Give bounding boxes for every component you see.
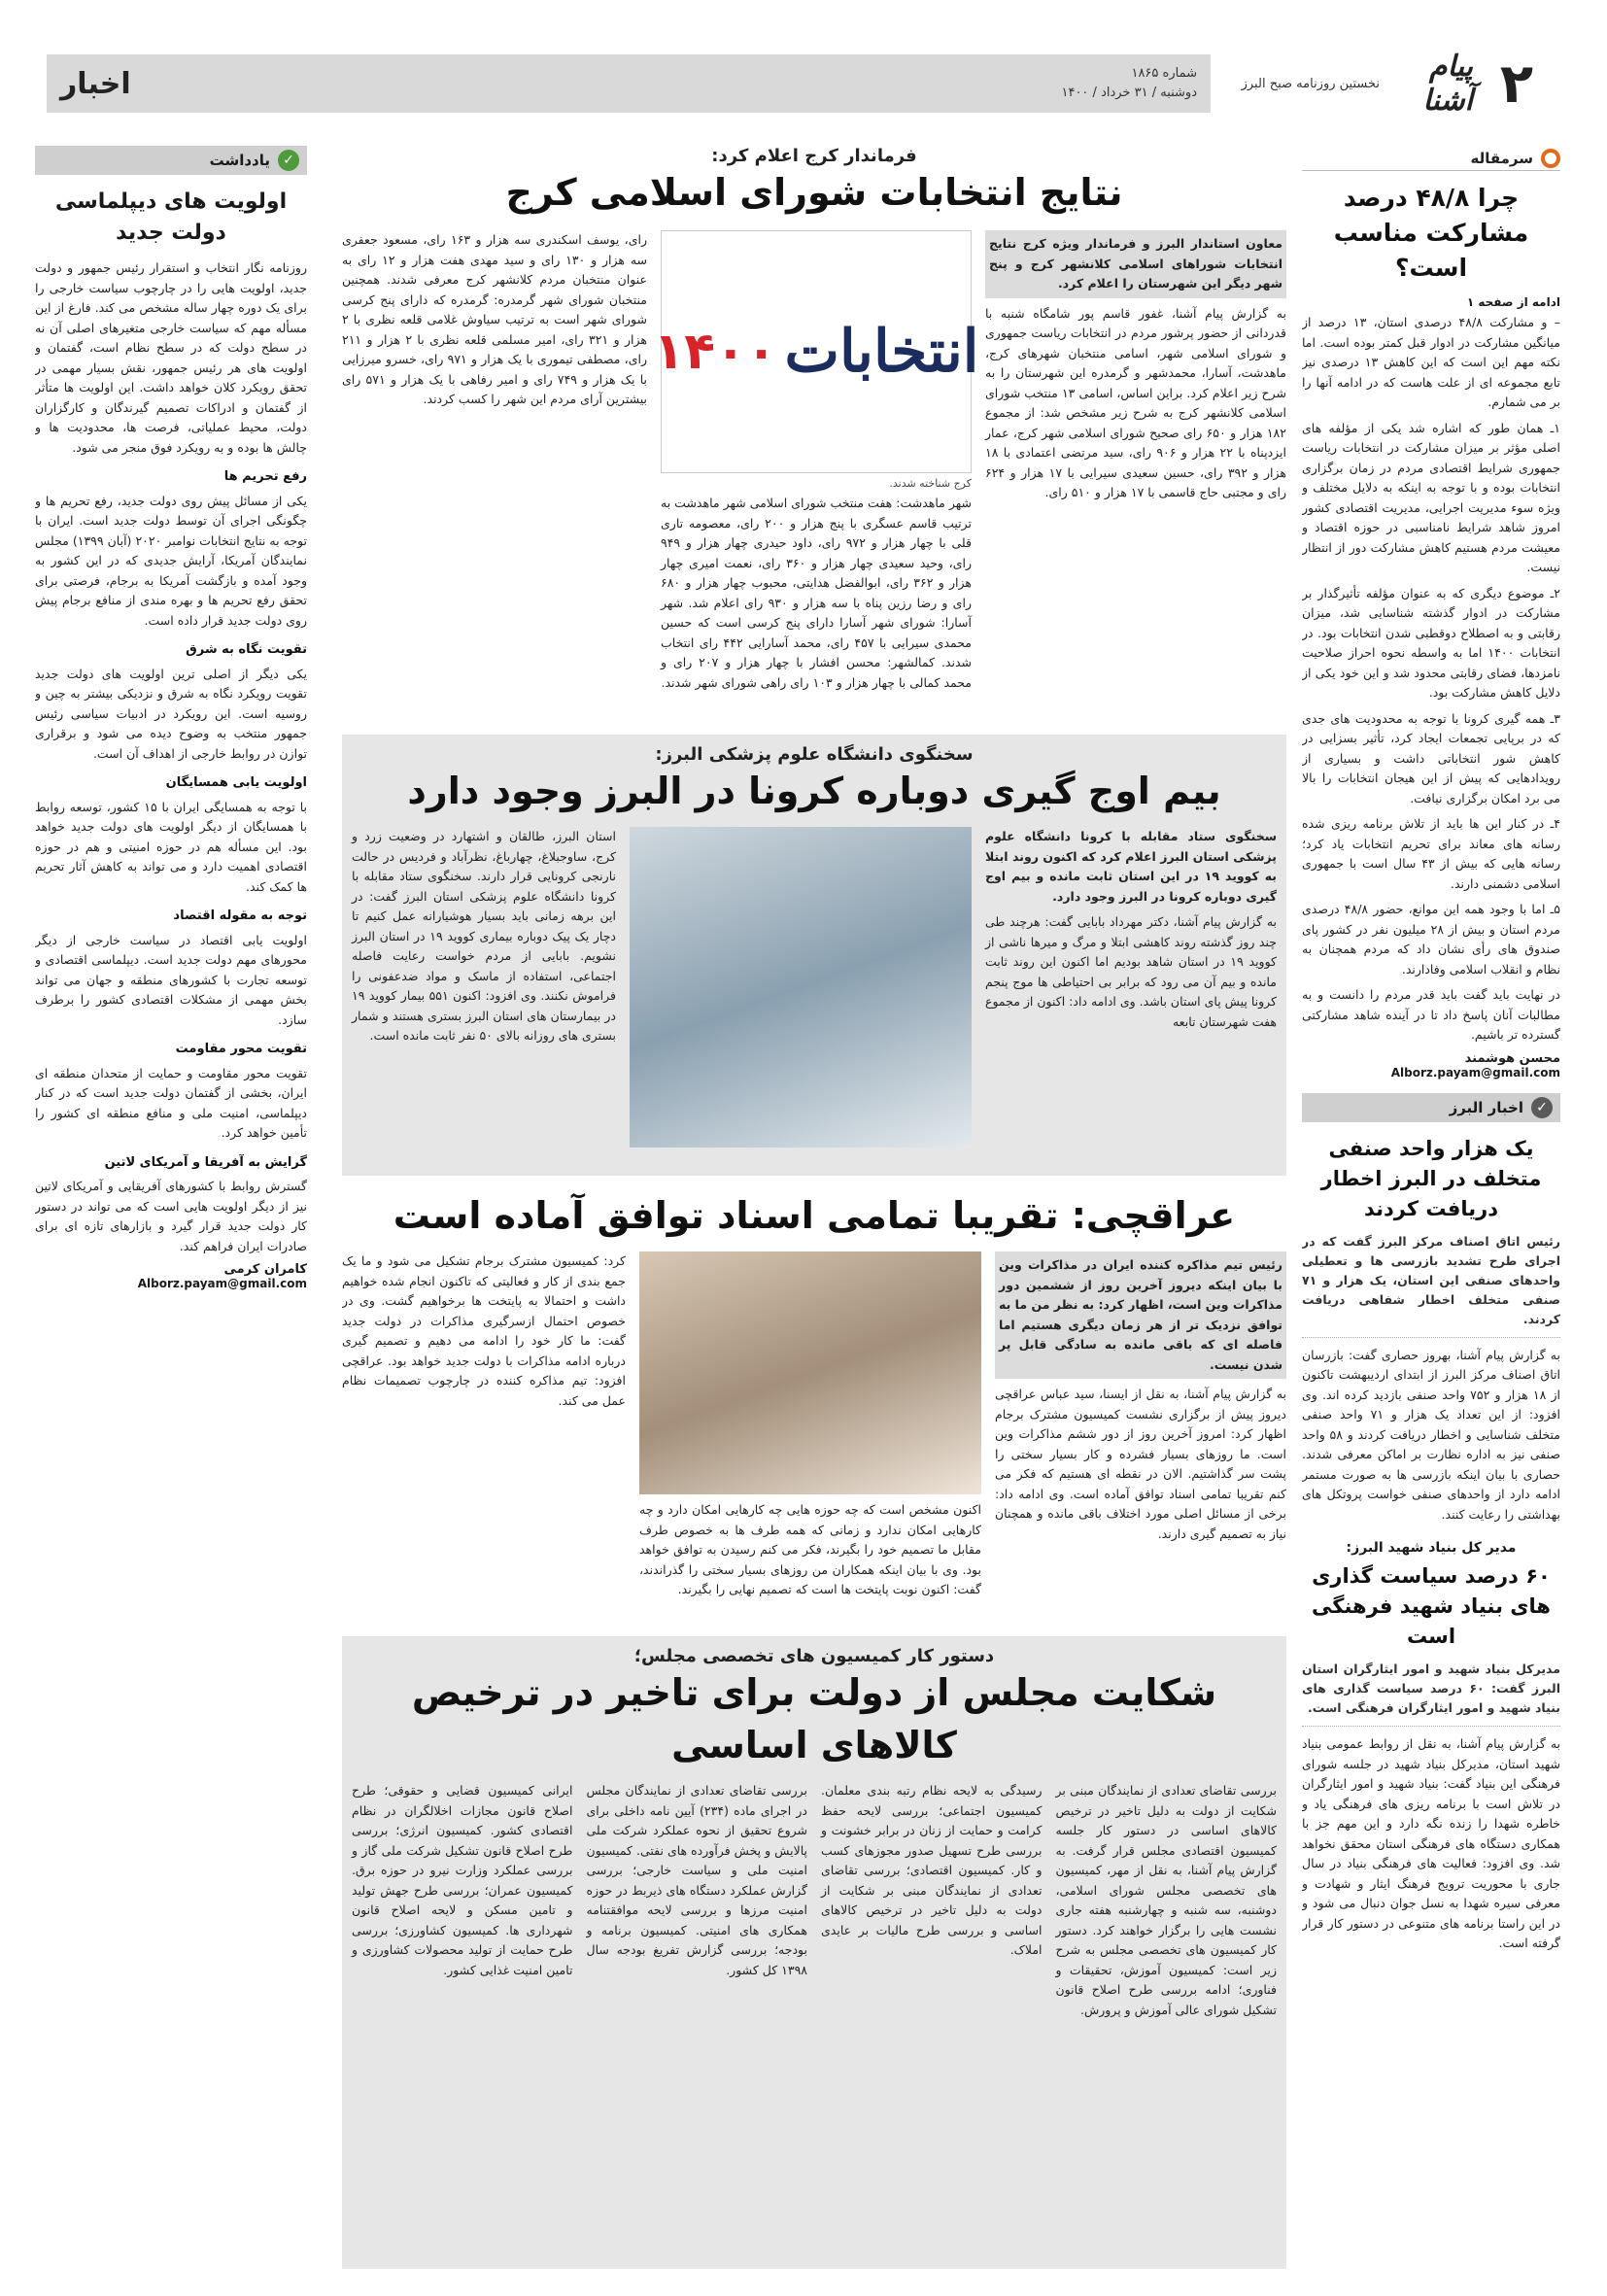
news-lead: رئیس اتاق اصناف مرکز البرز گفت که در اجرای طرح تشدید بازرسی ها و تعطیلی واحدهای صنفی این استان، یک هزار و ۷۱ صنفی متخلف اخطار شفاهی دریافت کردند. (1302, 1232, 1560, 1338)
continued-from: ادامه از صفحه ۱ (1466, 295, 1560, 309)
article-araghchi (342, 1189, 1286, 1627)
note-author: کامران کرمی (223, 1262, 307, 1277)
issue-date: دوشنبه / ۳۱ خرداد / ۱۴۰۰ (1061, 86, 1197, 100)
article-karaj-election (342, 146, 1286, 729)
article-col (342, 1251, 626, 1600)
news-icon: ✓ (1531, 1097, 1553, 1118)
article-text: کرد: کمیسیون مشترک برجام تشکیل می شود و ما یک جمع بندی از کار و فعالیتی که تاکنون انجام شده خواهیم داشت و احتمالا به پایتخت ها برخواهیم گشت. وی در خصوص احتمال ازسرگیری مذاکرات در دولت جدید گفت: ما کار خود را ادامه می دهیم و تصمیم گیری درباره ادامه مذاکرات با دولت جدید خواهد بود. عراقچی افزود: تیم مذاکره کننده در چارچوب تصمیمات نظام عمل می کند. (342, 1253, 626, 1408)
section-title: اخبار (60, 66, 131, 101)
editorial-body (1302, 313, 1560, 1045)
article-text: رسیدگی به لایحه نظام رتبه بندی معلمان. کمیسیون اجتماعی؛ بررسی لایحه حفظ کرامت و حمایت از زنان در برابر خشونت و بررسی طرح تسهیل صدور مجوزهای کسب و کار. کمیسیون اقتصادی؛ بررسی تقاضای تعدادی از نمایندگان مبنی بر شکایت از دولت به دلیل تاخیر در ترخیص کالاهای اساسی و بررسی طرح مالیات بر عایدی املاک. (821, 1783, 1043, 1957)
note-body (35, 258, 307, 1256)
editorial-column (1302, 146, 1560, 2269)
article-col (639, 1251, 981, 1600)
paragraph: یکی دیگر از اصلی ترین اولویت های دولت جدید تقویت رویکرد نگاه به شرق و نزدیکی بیشتر به چین و روسیه است. این رویکرد در ادبیات سیاسی رئیس جمهور منتخب به وضوح دیده می شود و برقراری توازن در روابط خارجی از اهداف آن است. (35, 666, 307, 761)
subheading: رفع تحریم ها (223, 469, 307, 484)
alborz-news-label-text: اخبار البرز (1449, 1098, 1523, 1116)
note-column (35, 146, 307, 2269)
article-text: بررسی تقاضای تعدادی از نمایندگان مجلس در اجرای ماده (۲۳۴) آیین نامه داخلی برای شروع تحقیق از نحوه عملکرد شرکت ملی پالایش و پخش فرآورده های نفتی. کمیسیون امنیت ملی و سیاست خارجی؛ بررسی گزارش عملکرد دستگاه های ذیربط در حوزه امنیت مرزها و بررسی لایحه موافقتنامه همکاری های امنیتی. کمیسیون برنامه و بودجه؛ بررسی گزارش تفریغ بودجه سال ۱۳۹۸ کل کشور. (586, 1783, 807, 1977)
article-headline: عراقچی: تقریبا تمامی اسناد توافق آماده است (393, 1194, 1236, 1237)
hospital-photo (630, 827, 972, 1148)
note-label (35, 146, 307, 175)
article-col (985, 230, 1286, 693)
article-col (352, 827, 616, 1148)
paragraph: – و مشارکت ۴۸/۸ درصدی استان، ۱۳ درصد از میانگین مشارکت در ادوار قبل کمتر بوده است. اما نکته مهم این است که این کاهش ۱۳ درصدی نیز تابع مجموعه ای از علت هاست که در ادامه آنها را بر می شمارم. (1302, 315, 1560, 409)
paragraph: با توجه به همسایگی ایران با ۱۵ کشور، توسعه روابط با همسایگان از دیگر اولویت های دولت جدید خواهد بود. این مسأله هم در حوزه امنیتی و هم در حوزه اقتصادی اهمیت دارد و می تواند به کاهش آثار تحریم ها کمک کند. (35, 799, 307, 894)
alborz-news-label (1302, 1093, 1560, 1122)
article-text: بررسی تقاضای تعدادی از نمایندگان مبنی بر شکایت از دولت به دلیل تاخیر در ترخیص کالاهای اساسی در دستور کار جلسه کمیسیون اقتصادی مجلس قرار گرفت. به گزارش پیام آشنا، به نقل از مهر، کمیسیون های تخصصی مجلس شورای اسلامی، دوشنبه، سه شنبه و چهارشنبه هفته جاری نشست هایی را برگزار خواهند کرد. دستور کار کمیسیون های تخصصی مجلس به شرح زیر است: کمیسیون آموزش، تحقیقات و فناوری؛ ادامه بررسی طرح اصلاح قانون تشکیل شورای عالی آموزش و پرورش. (1055, 1783, 1277, 2017)
subheading: توجه به مقوله اقتصاد (173, 908, 307, 923)
article-text: به گزارش پیام آشنا، غفور قاسم پور شامگاه شنبه با قدردانی از حضور پرشور مردم در انتخابات ریاست جمهوری و شورای اسلامی شهر، اسامی منتخبان شهرهای کرج، ماهدشت، آسارا، محمدشهر و گرمدره این شهرستان را به شرح زیر اعلام کرد. براین اساس، اسامی ۱۳ منتخب شورای اسلامی کلانشهر کرج به شرح زیر مشخص شد: از مجموع ۱۸۲ هزار و ۶۵۰ رای صحیح شورای اسلامی شهر کرج، عمار ایزدپناه با ۲۲ هزار و ۹۰۶ رای، سید مرتضی اعتمادی با ۱۸ هزار و ۳۹۲ رای، حسین سعیدی سیرایی با ۱۷ هزار و ۶۲۴ رای و مجتبی حاج قاسمی با ۱۷ هزار و ۵۱۰ رای. (985, 305, 1286, 499)
note-email: Alborz.payam@gmail.com (137, 1277, 307, 1290)
article-text: به گزارش پیام آشنا، دکتر مهرداد بابایی گفت: هرچند طی چند روز گذشته روند کاهشی ابتلا و مرگ و میرها ناشی از کووید ۱۹ در استان شاهد بودیم اما اکنون این روند ثابت مانده و بیم آن می رود که برابر بی احتیاطی ها موج پنجم کرونا پیش پای استان باشد. وی ادامه داد: اکنون از مجموع هفت شهرستان تابعه (985, 914, 1277, 1029)
election-image-year: ۱۴۰۰ (653, 323, 777, 381)
issue-number: شماره ۱۸۶۵ (1131, 66, 1197, 81)
check-icon: ✓ (278, 150, 299, 171)
article-text: به گزارش پیام آشنا، به نقل از ایسنا، سید عباس عراقچی دیروز پیش از برگزاری نشست کمیسیون مشترک برجام اظهار کرد: امروز آخرین روز از دور ششم مذاکرات وین است. ما روزهای بسیار فشرده و کار بسیار سختی را پشت سر گذاشتیم. الان در نقطه ای هستیم که فکر می کنم تقریبا تمامی اسناد توافق آماده است. وی ادامه داد: برخی از مسائل اصلی مورد اختلاف باقی مانده و همچنان نیاز به تصمیم گیری دارند. (995, 1387, 1286, 1541)
article-col (995, 1251, 1286, 1600)
paragraph: ۱ـ همان طور که اشاره شد یکی از مؤلفه های اصلی مؤثر بر میزان مشارکت در انتخابات ریاست جمهوری شرایط اقتصادی مردم در زمان برگزاری انتخابات بوده و با توجه به اینکه به دلایل مختلف و ویژه سوء مدیریت اجرایی، مدیریت اقتصادی کشور امروز شاهد شرایط نامناسبی در حوزه اقتصاد و معیشت مردم هستیم کاهش مشارکت دور از انتظار نیست. (1302, 420, 1560, 574)
article-text: استان البرز، طالقان و اشتهارد در وضعیت زرد و کرج، ساوجبلاغ، چهارباغ، نظرآباد و فردیس در حالت نارنجی کرونایی قرار دارند. سخنگوی ستاد مقابله با کرونا دانشگاه علوم پزشکی استان البرز گفت: در این برهه زمانی باید بسیار هوشیارانه عمل کنیم تا دچار یک پیک دوباره بیماری کووید ۱۹ در استان البرز نشویم. بابایی از مردم خواست رعایت فاصله اجتماعی، استفاده از ماسک و مواد ضدعفونی را فراموش نکنند. وی افزود: اکنون ۵۵۱ بیمار کووید ۱۹ در بیمارستان های استان البرز بستری هستند و شمار بستری های روزانه بالای ۵۰ نفر ثابت مانده است. (352, 829, 616, 1043)
article-kicker: سخنگوی دانشگاه علوم پزشکی البرز: (655, 744, 974, 765)
article-text: اکنون مشخص است که چه حوزه هایی چه کارهایی امکان دارد و چه کارهایی امکان ندارد و زمانی که همه طرف ها به خصوص طرف مقابل ما تصمیم خود را بگیرند، فکر می کنم رسیدن به توافق خواهد بود. وی با بیان اینکه همکاران من روزهای بسیار سختی را گذراندند، گفت: اکنون نوبت پایتخت ها است که تصمیم نهایی را بگیرند. (639, 1502, 981, 1596)
editorial-title: چرا ۴۸/۸ درصد مشارکت مناسب است؟ (1333, 184, 1529, 282)
news-body: به گزارش پیام آشنا، بهروز حصاری گفت: بازرسان اتاق اصناف مرکز البرز از ابتدای اردیبهشت تاکنون از ۱۸ هزار و ۷۵۲ واحد صنفی بازدید کرده اند. وی افزود: از این تعداد یک هزار و ۷۱ واحد صنفی متخلف شناسایی و اخطار دریافت کردند و ۵۸ واحد صنفی نیز به اداره نظارت بر اماکن معرفی شدند. حصاری با بیان اینکه بازرسی ها به صورت مستمر ادامه دارد از واحدهای صنفی خواست پروتکل های بهداشتی را رعایت کنند. (1302, 1347, 1560, 1522)
page-number: ۲ (1473, 54, 1560, 113)
paragraph: ۳ـ همه گیری کرونا با توجه به محدودیت های جدی که در برپایی تجمعات ایجاد کرد، تأثیر بسزایی در کاهش شور انتخاباتی داشت و بسیاری از رویدادهایی که پیش از این هیجان انتخابات را بالا می برد امکان برگزاری نیافت. (1302, 710, 1560, 805)
article-headline: بیم اوج گیری دوباره کرونا در البرز وجود دارد (407, 770, 1221, 812)
paragraph: تقویت محور مقاومت و حمایت از متحدان منطقه ای ایران، بخشی از گفتمان دولت جدید است که در کنار دیپلماسی، امنیت ملی و منافع منطقه ای کشور را تأمین خواهد کرد. (35, 1065, 307, 1140)
editorial-label (1302, 146, 1560, 171)
paragraph: ۵ـ اما با وجود همه این موانع، حضور ۴۸/۸ درصدی مردم استان و بیش از ۲۸ میلیون نفر در کشور پای صندوق های رأی نشان داد که مردم همچنان به نظام و انقلاب اسلامی وفادارند. (1302, 902, 1560, 977)
article-lead: معاون استاندار البرز و فرماندار ویژه کرج نتایج انتخابات شوراهای اسلامی کلانشهر کرج و پنج شهر دیگر این شهرستان را اعلام کرد. (985, 230, 1286, 298)
header-bar (47, 54, 1211, 113)
editorial-label-text: سرمقاله (1470, 149, 1533, 167)
article-headline: شکایت مجلس از دولت برای تاخیر در ترخیص کالاهای اساسی (411, 1671, 1217, 1766)
tagline: نخستین روزنامه صبح البرز (1241, 76, 1380, 91)
paragraph: در نهایت باید گفت باید قدر مردم را دانست و به مطالبات آنان پاسخ داد تا در آینده شاهد مشارکتی گسترده تر باشیم. (1302, 987, 1560, 1042)
article-corona (342, 735, 1286, 1176)
paragraph: گسترش روابط با کشورهای آفریقایی و آمریکای لاتین نیز از دیگر اولویت هایی است که می تواند در دستور کار دولت جدید قرار گیرد و بازارهای تازه ای برای صادرات ایران فراهم کند. (35, 1179, 307, 1253)
paragraph: یکی از مسائل پیش روی دولت جدید، رفع تحریم ها و چگونگی اجرای آن توسط دولت جدید است. ایران با توجه به نتایج انتخابات نوامبر ۲۰۲۰ (آبان ۱۳۹۹) مجلس نمایندگان آمریکا، آرایش جدیدی که در این کشور به وجود آمده و بازگشت آمریکا به برجام، فرصتی برای تحقق رفع تحریم ها و بهره مندی از منافع برجام پیش روی دولت جدید قرار داده است. (35, 493, 307, 628)
article-kicker: فرماندار کرج اعلام کرد: (711, 146, 917, 166)
news-headline: ۶۰ درصد سیاست گذاری های بنیاد شهید فرهنگی است (1312, 1564, 1551, 1648)
paragraph: ۲ـ موضوع دیگری که به عنوان مؤلفه تأثیرگذار بر مشارکت در ادوار گذشته شناسایی شد، میزان رقابتی و به اصطلاح دوقطبی شدن انتخابات بود. در انتخابات ۱۴۰۰ اما به واسطه نحوه احراز صلاحیت نامزدها، فضای رقابتی محدود شد و این خود یکی از دلایل کاهش مشارکت بود. (1302, 585, 1560, 700)
article-text: ایرانی کمیسیون قضایی و حقوقی؛ طرح اصلاح قانون مجازات اخلالگران در نظام اقتصادی کشور. کمیسیون انرژی؛ بررسی طرح اصلاح قانون تشکیل شرکت ملی گاز و بررسی عملکرد وزارت نیرو در حوزه برق. کمیسیون عمران؛ بررسی طرح جهش تولید و تامین مسکن و لایحه اصلاح قانون شهرداری ها. کمیسیون کشاورزی؛ بررسی طرح حمایت از تولید محصولات کشاورزی و تامین امنیت غذایی کشور. (352, 1783, 573, 1977)
news-lead: مدیرکل بنیاد شهید و امور ایثارگران استان البرز گفت: ۶۰ درصد سیاست گذاری های بنیاد شهید و امور ایثارگران فرهنگی است. (1302, 1660, 1560, 1727)
article-lead: رئیس تیم مذاکره کننده ایران در مذاکرات وین با بیان اینکه دیروز آخرین روز از ششمین دور مذاکرات وین است، اظهار کرد: به نظر من ما به توافق نزدیک تر از هر زمان دیگری هستیم اما فاصله ای که باقی مانده به سادگی قابل پر شدن نیست. (995, 1251, 1286, 1379)
article-kicker: دستور کار کمیسیون های تخصصی مجلس؛ (633, 1646, 995, 1666)
masthead (47, 50, 1560, 118)
article-col (342, 230, 647, 693)
newspaper-logo: پیام آشنا (1422, 50, 1473, 118)
subheading: تقویت نگاه به شرق (186, 642, 307, 657)
subheading: گرایش به آفریقا و آمریکای لاتین (104, 1154, 307, 1170)
note-label-text: یادداشت (209, 152, 270, 169)
issue-info (1061, 64, 1197, 103)
main-articles (342, 146, 1286, 2269)
article-col (985, 827, 1277, 1148)
election-image-title: انتخابات (784, 318, 979, 386)
editorial-email: Alborz.payam@gmail.com (1390, 1065, 1560, 1079)
image-caption: کرج شناخته شدند. (889, 477, 972, 490)
meeting-photo (639, 1251, 981, 1494)
article-lead: سخنگوی ستاد مقابله با کرونا دانشگاه علوم پزشکی استان البرز اعلام کرد که اکنون روند ابتلا به کووید ۱۹ در این استان ثابت مانده و بیم اوج گیری دوباره کرونا در البرز وجود دارد. (985, 829, 1277, 904)
paragraph: اولویت یابی اقتصاد در سیاست خارجی از دیگر محورهای مهم دولت جدید است. دیپلماسی اقتصادی و توسعه تجارت با کشورهای منطقه و جهان می تواند بخش مهمی از مشکلات اقتصادی کشور را برطرف سازد. (35, 932, 307, 1027)
subheading: اولویت یابی همسایگان (165, 775, 307, 790)
news-headline: یک هزار واحد صنفی متخلف در البرز اخطار دریافت کردند (1320, 1136, 1542, 1220)
note-title: اولویت های دیپلماسی دولت جدید (54, 189, 288, 245)
subheading: تقویت محور مقاومت (175, 1042, 307, 1056)
article-headline: نتایج انتخابات شورای اسلامی کرج (505, 171, 1123, 214)
article-text: شهر ماهدشت: هفت منتخب شورای اسلامی شهر ماهدشت به ترتیب قاسم عسگری با پنج هزار و ۲۰۰ رای، معصومه تاری قلی با چهار هزار و ۹۷۲ رای، داود حیدری چهار هزار و ۹۴۹ رای، وحید سعیدی چهار هزار و ۳۶۰ رای، نعمت امیری چهار هزار و ۳۶۲ رای، ابوالفضل هدایتی، محبوب چهار هزار و ۶۸۰ رای و رضا رزین پناه با سه هزار و ۹۳۰ رای اعلام شد. شهر آسارا: شورای شهر آسارا دارای پنج کرسی است که حسین محمدی سیرایی با ۴۵۷ رای، محمد آسارایی ۴۴۲ رای انتخاب شدند. کمالشهر: محسن افشار با چهار هزار و ۲۰۷ رای و محمد کمالی با چهار هزار و ۱۰۳ رای راهی شورای شهر شدند. (661, 496, 973, 690)
paragraph: روزنامه نگار انتخاب و استقرار رئیس جمهور و دولت جدید، اولویت هایی را در چارچوب سیاست خارجی را برای یک دوره چهار ساله مشخص می کند. فارغ از این مسأله مهم که سیاست خارجی متغیرهای اصلی آن نه در سطح دولت که در سطح نظام است، گفتمان و اولویت های هر رئیس جمهور، نقش بسیار مهمی در تحقق رویکرد کلان خواهد داشت. این اولویت ها متأثر از گفتمان و ادراکات تصمیم گیرندگان و کارگزاران دولت، محیط عملیاتی، فرصت ها، محدودیت ها و چالش ها بوده و به رویکرد فوق منجر می شود. (35, 260, 307, 455)
target-icon (1541, 149, 1560, 168)
article-text: رای، یوسف اسکندری سه هزار و ۱۶۳ رای، مسعود جعفری سه هزار و ۱۳۰ رای و سید مهدی هفت هزار و ۱۲ رای به عنوان منتخبان مردم کلانشهر کرج معرفی شدند. همچنین منتخبان شورای شهر گرمدره: گرمدره که دارای پنج کرسی شورای شهر است به ترتیب سیاوش غلامی قلعه نظری با ۲ هزار و ۳۲۱ رای، امیر مسلمی قلعه نظری با ۲ هزار و ۲۱۱ رای، مصطفی تیموری با یک هزار و ۹۷۱ رای، خسرو میرزایی با یک هزار و ۷۴۹ رای و امیر رفاهی با یک هزار و ۵۷۱ رای بیشترین آرای مردم این شهر را کسب کردند. (342, 232, 648, 406)
news-kicker: مدیر کل بنیاد شهید البرز: (1346, 1540, 1517, 1556)
article-col (653, 230, 979, 693)
article-majles (342, 1636, 1286, 2269)
election-image (653, 230, 979, 473)
news-body: به گزارش پیام آشنا، به نقل از روابط عمومی بنیاد شهید استان، مدیرکل بنیاد شهید در جلسه شورای فرهنگی این بنیاد گفت: بنیاد شهید و امور ایثارگران در تلاش است با برنامه ریزی های فرهنگی یاد و خاطره شهدا را زنده نگه دارد و این مهم جز با همکاری دستگاه های فرهنگی استان محقق نخواهد شد. وی افزود: فعالیت های فرهنگی بنیاد در سال جاری با محوریت ترویج فرهنگ ایثار و شهادت و معرفی سیره شهدا به نسل جوان دنبال می شود و در این راستا برنامه های متنوعی در دستور کار قرار گرفته است. (1302, 1736, 1560, 1950)
editorial-author: محسن هوشمند (1464, 1050, 1560, 1066)
paragraph: ۴ـ در کنار این ها باید از تلاش برنامه ریزی شده رسانه های معاند برای تحریم انتخابات یاد کرد؛ رسانه هایی که بیش از ۴۳ سال است با جمهوری اسلامی دشمنی دارند. (1302, 816, 1560, 891)
